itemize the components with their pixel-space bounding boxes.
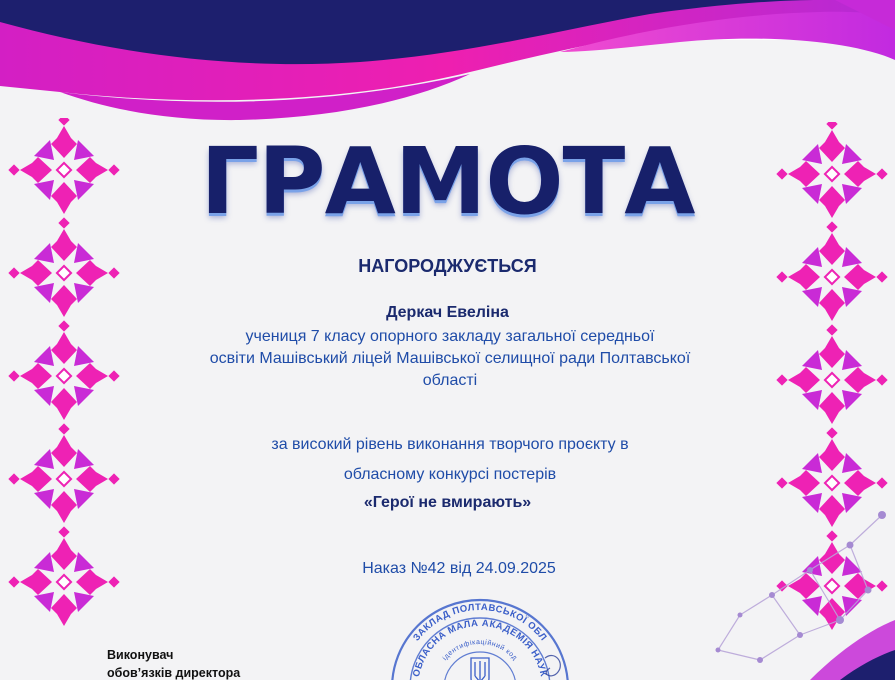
trident-icon <box>471 658 489 680</box>
folk-star-ornament-icon <box>776 324 887 424</box>
description-line: освіти Машівський ліцей Машівської селищної ради Полтавської <box>209 350 691 367</box>
stamp-outer-text: ЗАКЛАД ПОЛТАВСЬКОЇ ОБЛ <box>411 601 549 644</box>
description-line: області <box>422 372 478 389</box>
certificate-title: ГРАМОТА <box>200 128 695 235</box>
reason-line: обласному конкурсі постерів <box>343 466 557 483</box>
contest-name: «Герої не вмирають» <box>363 494 532 511</box>
signer-line: Виконувач <box>107 648 174 662</box>
stamp-middle-text: ОБЛАСНА МАЛА АКАДЕМІЯ НАУК <box>411 617 549 678</box>
awarded-heading: НАГОРОДЖУЄТЬСЯ <box>358 256 537 276</box>
network-decoration <box>690 500 895 680</box>
order-reference: Наказ №42 від 24.09.2025 <box>362 560 556 577</box>
folk-star-ornament-icon <box>8 320 119 420</box>
award-reason <box>150 430 750 490</box>
official-stamp <box>380 588 580 680</box>
description-line: учениця 7 класу опорного закладу загальної середньої <box>245 328 655 345</box>
signer-title <box>107 646 240 680</box>
recipient-description <box>150 326 750 392</box>
stamp-inner-text: ідентифікаційний код <box>441 638 519 662</box>
recipient-name: Деркач Евеліна <box>386 304 509 321</box>
top-wave-decoration <box>0 0 895 140</box>
signer-line: обов’язків директора <box>107 666 241 680</box>
reason-line: за високий рівень виконання творчого проєкту в <box>271 436 629 453</box>
